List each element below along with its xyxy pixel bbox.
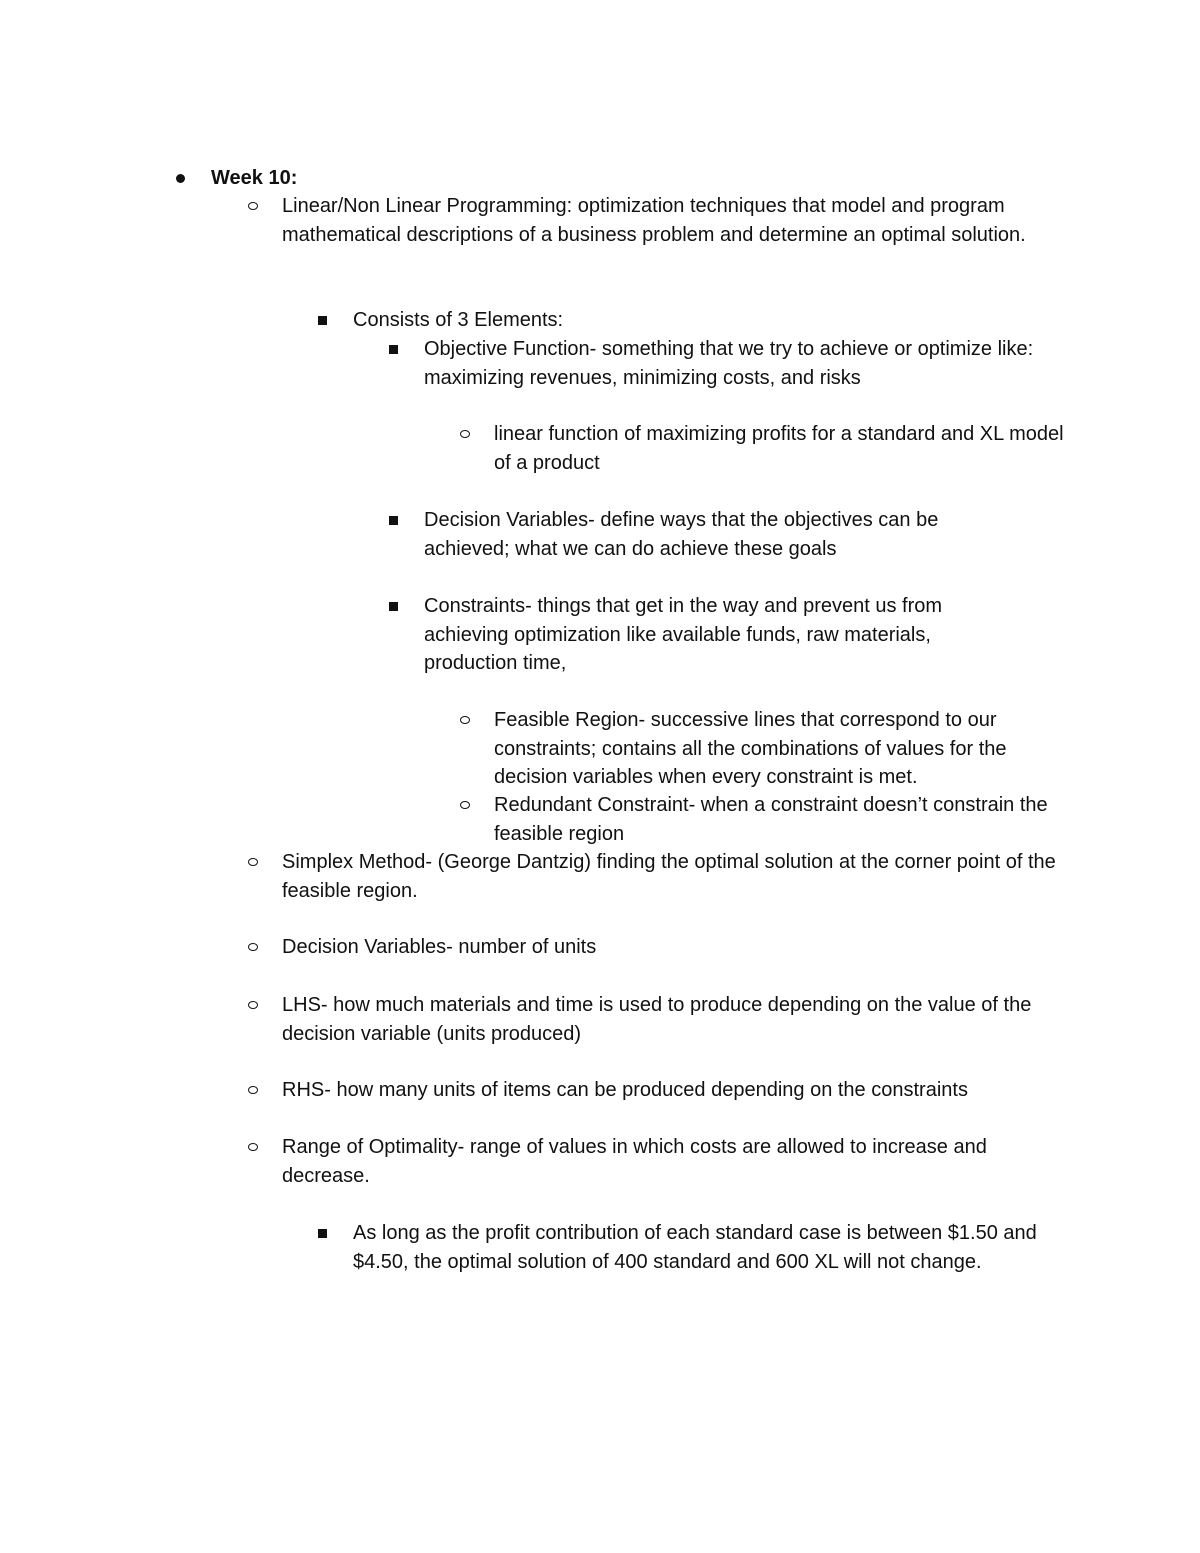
bullet-square-icon [389, 602, 398, 611]
bullet-square-icon [318, 316, 327, 325]
bullet-circle-icon [460, 801, 470, 809]
decision-variables-text: Decision Variables- define ways that the objectives can be achieved; what we can do achieve these goals [424, 509, 939, 560]
rhs-text: RHS- how many units of items can be produced depending on the constraints [282, 1079, 968, 1101]
bullet-square-icon [318, 1229, 327, 1238]
range-example-text: As long as the profit contribution of each standard case is between $1.50 and $4.50, the optimal solution of 400 standard and 600 XL will not change. [353, 1222, 1037, 1273]
bullet-circle-icon [248, 1086, 258, 1094]
decision-variables-units-text: Decision Variables- number of units [282, 936, 597, 958]
redundant-constraint-text: Redundant Constraint- when a constraint doesn’t constrain the feasible region [494, 794, 1048, 845]
bullet-square-icon [389, 516, 398, 525]
objective-example-text: linear function of maximizing profits for a standard and XL model of a product [494, 423, 1064, 474]
bullet-circle-icon [248, 202, 258, 210]
bullet-square-icon [389, 345, 398, 354]
week-heading: Week 10: [211, 167, 298, 189]
bullet-circle-icon [248, 943, 258, 951]
bullet-circle-icon [248, 858, 258, 866]
lhs-text: LHS- how much materials and time is used to produce depending on the value of the decision variable (units produced) [282, 994, 1032, 1045]
objective-function-text: Objective Function- something that we try to achieve or optimize like: maximizing revenues, minimizing costs, and risks [424, 338, 1034, 389]
bullet-disc-icon [176, 174, 185, 183]
bullet-circle-icon [248, 1143, 258, 1151]
lp-definition-text: Linear/Non Linear Programming: optimization techniques that model and program mathematical descriptions of a business problem and determine an optimal solution. [282, 195, 1026, 246]
simplex-method-text: Simplex Method- (George Dantzig) finding the optimal solution at the corner point of the feasible region. [282, 851, 1056, 902]
elements-heading-text: Consists of 3 Elements: [353, 309, 564, 331]
bullet-circle-icon [460, 716, 470, 724]
constraints-text: Constraints- things that get in the way and prevent us from achieving optimization like available funds, raw materials, production time, [424, 595, 943, 674]
range-of-optimality-text: Range of Optimality- range of values in which costs are allowed to increase and decrease. [282, 1136, 987, 1187]
bullet-circle-icon [248, 1001, 258, 1009]
bullet-circle-icon [460, 430, 470, 438]
feasible-region-text: Feasible Region- successive lines that correspond to our constraints; contains all the combinations of values for the decision variables when every constraint is met. [494, 709, 1007, 788]
